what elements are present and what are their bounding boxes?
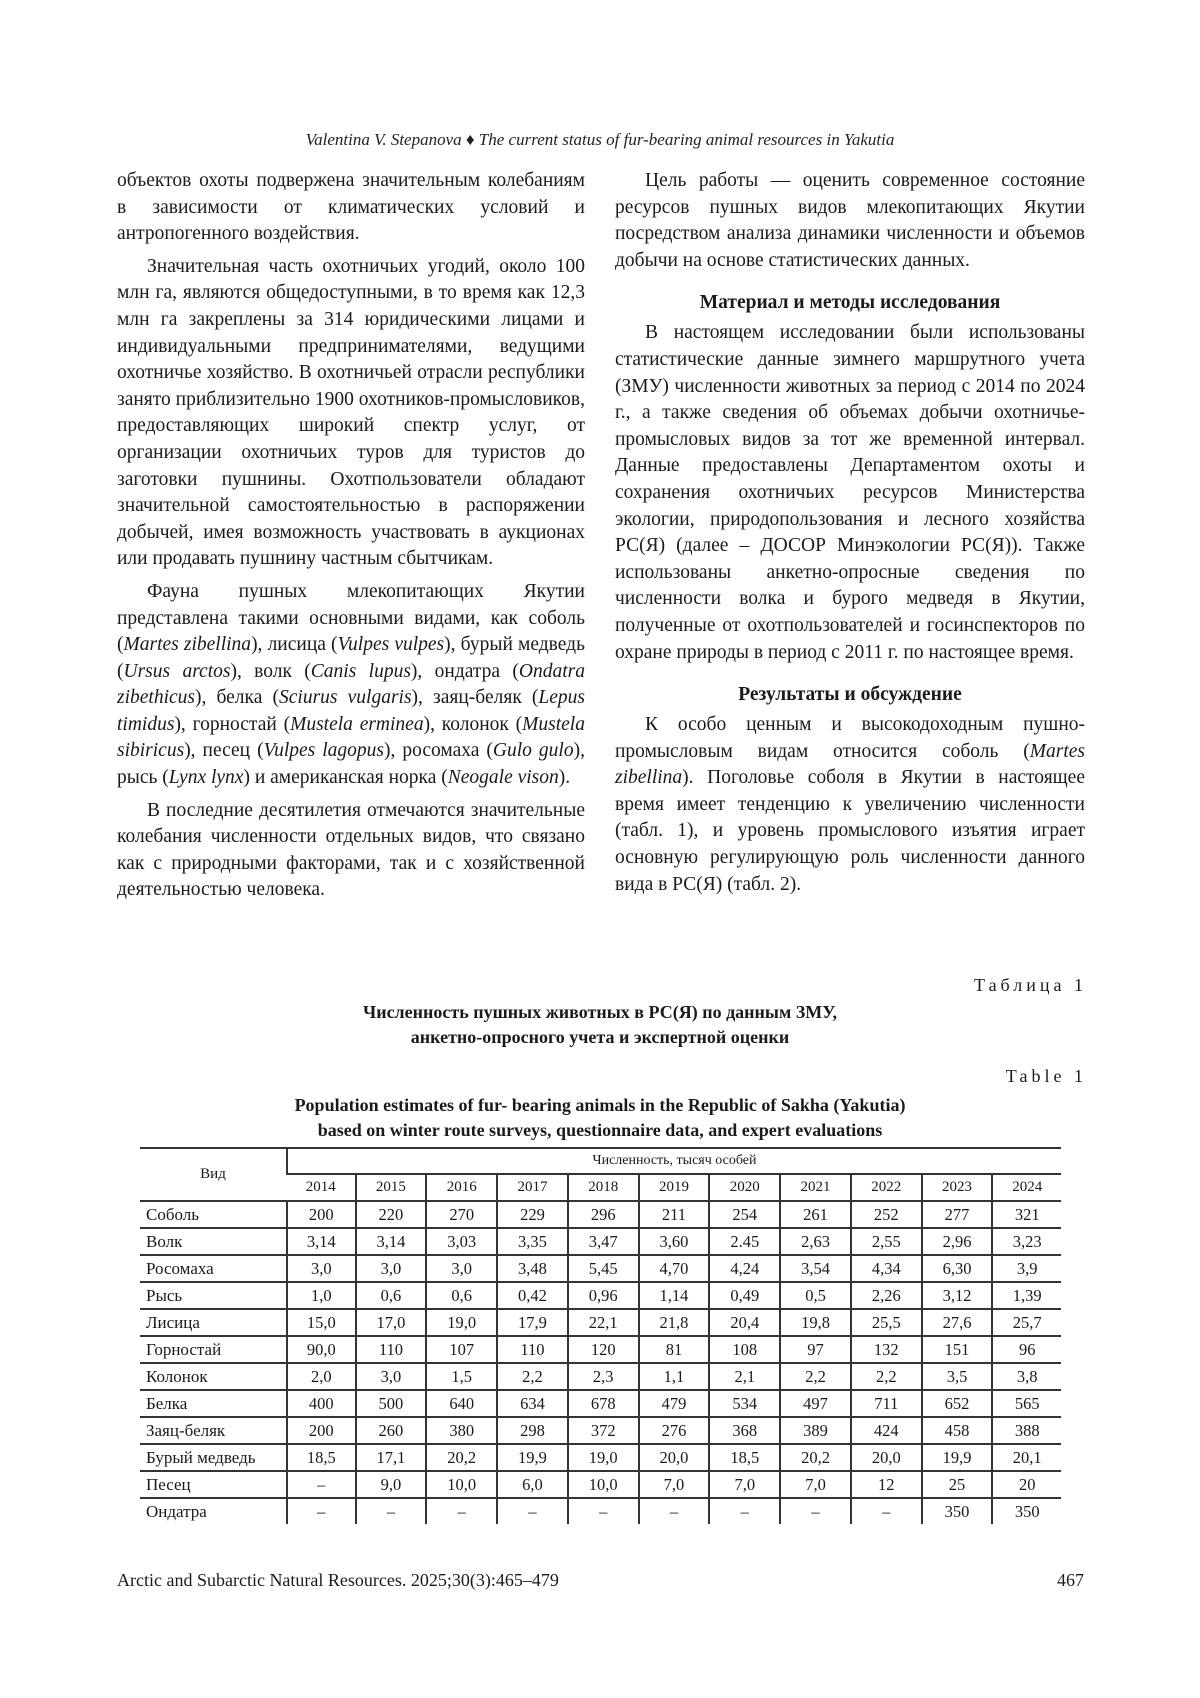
table-cell: 497 [780,1390,851,1417]
year-header: 2022 [851,1174,922,1201]
table-cell: – [497,1498,568,1524]
paragraph: Значительная часть охотничьих угодий, около 100 млн га, являются общедоступными, в то время как 12,3 млн га закреплены за 314 юридическими лицами и индивидуальными предпринимателями, ведущими охотничье хозяйство. В охотничьей отрасли республики занято приблизительно 1900 охотников-промысловиков, предоставляющих широкий спектр услуг, от организации охотничьих туров для туристов до заготовки пушнины. Охотпользователи обладают значительной самостоятельностью в распоряжении добычей, имея возможность участвовать в аукционах или продавать пушнину частным сбытчикам. [117,255,585,570]
table-cell: 372 [568,1417,639,1444]
table-cell: 90,0 [287,1336,356,1363]
species-name: Волк [140,1228,287,1255]
table-cell: 6,30 [922,1255,993,1282]
table-cell: 380 [426,1417,497,1444]
table-cell: 21,8 [639,1309,710,1336]
table-cell: 20,2 [426,1444,497,1471]
table-cell: 20,1 [992,1444,1061,1471]
table-cell: 19,8 [780,1309,851,1336]
journal-citation: Arctic and Subarctic Natural Resources. 2025;30(3):465–479 [117,1570,559,1590]
table-cell: 200 [287,1201,356,1228]
table-cell: 3,47 [568,1228,639,1255]
year-header: 2019 [639,1174,710,1201]
table-cell: 0,49 [709,1282,780,1309]
species-name: Белка [140,1390,287,1417]
table-cell: – [639,1498,710,1524]
table-cell: 220 [356,1201,427,1228]
column-header-unit: Численность, тысяч особей [287,1148,1061,1174]
table-cell: – [568,1498,639,1524]
table-cell: 200 [287,1417,356,1444]
table-cell: 18,5 [287,1444,356,1471]
species-name: Песец [140,1471,287,1498]
table-cell: – [780,1498,851,1524]
table-cell: 2.45 [709,1228,780,1255]
species-name: Росомаха [140,1255,287,1282]
table-cell: 2,26 [851,1282,922,1309]
table-cell: – [287,1471,356,1498]
table-cell: 25,7 [992,1309,1061,1336]
table-cell: 6,0 [497,1471,568,1498]
table-cell: 0,5 [780,1282,851,1309]
paragraph: объектов охоты подвержена значительным колебаниям в зависимости от климатических условий и антропогенного воздействия. [117,170,585,245]
paragraph-fauna: Фауна пушных млекопитающих Якутии представлена такими основными видами, как соболь (Martes zibellina), лисица (Vulpes vulpes), бурый медведь (Ursus arctos), волк (Canis lupus), ондатра (Ondatra zibethicus), белка (Sciurus vulgaris), заяц-беляк (Lepus timidus), горностай (Mustela erminea), колонок (Mustela sibiricus), песец (Vulpes lagopus), росомаха (Gulo gulo), рысь (Lynx lynx) и американская норка (Neogale vison). [117,580,585,789]
table-cell: 1,5 [426,1363,497,1390]
table-cell: 640 [426,1390,497,1417]
table-cell: 120 [568,1336,639,1363]
year-header: 2015 [356,1174,427,1201]
left-column [117,168,585,910]
year-header: 2020 [709,1174,780,1201]
table-cell: 3,8 [992,1363,1061,1390]
table-cell: 17,0 [356,1309,427,1336]
table-cell: 17,1 [356,1444,427,1471]
table-cell: 19,9 [922,1444,993,1471]
species-name: Рысь [140,1282,287,1309]
table-cell: 2,1 [709,1363,780,1390]
table-cell: 270 [426,1201,497,1228]
year-header: 2016 [426,1174,497,1201]
table-cell: 388 [992,1417,1061,1444]
table-cell: – [426,1498,497,1524]
table-cell: 18,5 [709,1444,780,1471]
right-column [615,168,1085,904]
paragraph-aim: Цель работы — оценить современное состояние ресурсов пушных видов млекопитающих Якутии посредством анализа динамики численности и объемов добычи на основе статистических данных. [615,170,1085,271]
table-cell: 4,24 [709,1255,780,1282]
table-cell: 565 [992,1390,1061,1417]
table-cell: 260 [356,1417,427,1444]
table-cell: 27,6 [922,1309,993,1336]
table-cell: 2,2 [780,1363,851,1390]
table-cell: 1,0 [287,1282,356,1309]
table-cell: 7,0 [639,1471,710,1498]
table-row [140,1498,1061,1524]
table-cell: 107 [426,1336,497,1363]
table-cell: 711 [851,1390,922,1417]
species-name: Ондатра [146,1501,207,1521]
table-title-en: Population estimates of fur- bearing animals in the Republic of Sakha (Yakutia) based on winter route surveys, questionnaire data, and expert evaluations [294,1095,906,1140]
table-row [140,1255,1061,1282]
table-cell: 424 [851,1417,922,1444]
table-cell: 17,9 [497,1309,568,1336]
species-name: Лисица [140,1309,287,1336]
table-cell: 132 [851,1336,922,1363]
table-cell: – [287,1498,356,1524]
species-name: Бурый медведь [140,1444,287,1471]
table-cell: 3,35 [497,1228,568,1255]
table-cell: 7,0 [709,1471,780,1498]
table-row [140,1282,1061,1309]
table-cell: 1,39 [992,1282,1061,1309]
table-cell: 10,0 [568,1471,639,1498]
table-cell: 20,0 [851,1444,922,1471]
table-cell: 1,14 [639,1282,710,1309]
table-cell: 458 [922,1417,993,1444]
table-cell: 97 [780,1336,851,1363]
species-name: Заяц-беляк [140,1417,287,1444]
table-cell: 277 [922,1201,993,1228]
table-label-en: Table 1 [1005,1066,1087,1086]
section-heading-results: Результаты и обсуждение [738,684,962,706]
table-cell: 96 [992,1336,1061,1363]
table-cell: 3,9 [992,1255,1061,1282]
table-row [140,1471,1061,1498]
table-cell: 3,12 [922,1282,993,1309]
table-cell: 22,1 [568,1309,639,1336]
table-cell: 321 [992,1201,1061,1228]
table-cell: 350 [922,1498,993,1524]
table-cell: 479 [639,1390,710,1417]
table-row [140,1228,1061,1255]
table-cell: 25,5 [851,1309,922,1336]
table-row [140,1417,1061,1444]
table-row [140,1336,1061,1363]
year-header: 2023 [922,1174,993,1201]
section-heading-methods: Материал и методы исследования [699,292,1001,314]
table-cell: – [356,1498,427,1524]
page-number: 467 [1057,1570,1084,1590]
table-cell: 3,0 [356,1255,427,1282]
table-cell: 252 [851,1201,922,1228]
table-cell: 7,0 [780,1471,851,1498]
table-cell: 296 [568,1201,639,1228]
table-row [140,1390,1061,1417]
table-cell: 3,03 [426,1228,497,1255]
table-cell: 3,48 [497,1255,568,1282]
table-cell: 20 [992,1471,1061,1498]
year-header: 2017 [497,1174,568,1201]
table-cell: 25 [922,1471,993,1498]
table-cell: 3,0 [287,1255,356,1282]
table-cell: 3,5 [922,1363,993,1390]
table-row [140,1201,1061,1228]
table-cell: 0,42 [497,1282,568,1309]
table-cell: 2,0 [287,1363,356,1390]
table-cell: 261 [780,1201,851,1228]
table-cell: 20,0 [639,1444,710,1471]
table-cell: 389 [780,1417,851,1444]
table-row [140,1309,1061,1336]
paragraph: В последние десятилетия отмечаются значительные колебания численности отдельных видов, что связано как с природными факторами, так и с хозяйственной деятельностью человека. [117,799,585,901]
table-cell: 4,70 [639,1255,710,1282]
table-cell: 19,0 [568,1444,639,1471]
table-cell: 211 [639,1201,710,1228]
species-name: Колонок [140,1363,287,1390]
table-title-ru: Численность пушных животных в РС(Я) по данным ЗМУ, анкетно-опросного учета и экспертной оценки [362,1002,837,1047]
year-header: 2024 [992,1174,1061,1201]
table-cell: 2,3 [568,1363,639,1390]
species-name: Горностай [140,1336,287,1363]
table-cell: 400 [287,1390,356,1417]
table-cell: 15,0 [287,1309,356,1336]
table-cell: 3,14 [287,1228,356,1255]
table-cell: 2,63 [780,1228,851,1255]
table-cell: – [709,1498,780,1524]
table-cell: 3,23 [992,1228,1061,1255]
year-header: 2018 [568,1174,639,1201]
table-cell: 1,1 [639,1363,710,1390]
table-cell: 20,4 [709,1309,780,1336]
table-cell: 81 [639,1336,710,1363]
table-cell: 9,0 [356,1471,427,1498]
table-cell: 151 [922,1336,993,1363]
table-cell: 0,96 [568,1282,639,1309]
table-cell: 350 [992,1498,1061,1524]
table-cell: 10,0 [426,1471,497,1498]
table-cell: 276 [639,1417,710,1444]
table-cell: 2,96 [922,1228,993,1255]
table-cell: – [851,1498,922,1524]
table-cell: 229 [497,1201,568,1228]
table-cell: 3,14 [356,1228,427,1255]
table-cell: 2,2 [851,1363,922,1390]
population-table [140,1147,1061,1524]
table-cell: 12 [851,1471,922,1498]
table-cell: 19,0 [426,1309,497,1336]
paragraph-methods: В настоящем исследовании были использованы статистические данные зимнего маршрутного учета (ЗМУ) численности животных за период с 2014 по 2024 г., а также сведения об объемах добычи охотничье-промысловых видов за тот же временной интервал. Данные предоставлены Департаментом охоты и сохранения охотничьих ресурсов Министерства экологии, природопользования и лесного хозяйства РС(Я) (далее – ДОСОР Минэкологии РС(Я)). Также использованы анкетно-опросные сведения по численности волка и бурого медведя в Якутии, полученные от охотпользователей и госинспекторов по охране природы в период с 2011 г. по настоящее время. [615,322,1085,663]
table-cell: 4,34 [851,1255,922,1282]
table-cell: 254 [709,1201,780,1228]
table-cell: 108 [709,1336,780,1363]
table-cell: 368 [709,1417,780,1444]
species-name: Соболь [140,1201,287,1228]
table-cell: 534 [709,1390,780,1417]
table-cell: 3,54 [780,1255,851,1282]
table-cell: 0,6 [426,1282,497,1309]
paragraph-results: К особо ценным и высокодоходным пушно-промысловым видам относится соболь (Martes zibellina). Поголовье соболя в Якутии в настоящее время имеет тенденцию к увеличению численности (табл. 1), и уровень промыслового изъятия играет основную регулирующую роль численности данного вида в РС(Я) (табл. 2). [615,714,1085,895]
table-cell: 3,0 [426,1255,497,1282]
table-cell: 3,60 [639,1228,710,1255]
year-header: 2014 [287,1174,356,1201]
running-head: Valentina V. Stepanova ♦ The current status of fur-bearing animal resources in Yakutia [305,130,895,149]
table-cell: 110 [497,1336,568,1363]
table-cell: 5,45 [568,1255,639,1282]
table-row [140,1363,1061,1390]
table-cell: 500 [356,1390,427,1417]
table-cell: 3,0 [356,1363,427,1390]
table-cell: 20,2 [780,1444,851,1471]
table-cell: 110 [356,1336,427,1363]
table-label-ru: Таблица 1 [974,975,1087,995]
table-cell: 634 [497,1390,568,1417]
year-header: 2021 [780,1174,851,1201]
table-cell: 0,6 [356,1282,427,1309]
table-row [140,1444,1061,1471]
table-cell: 19,9 [497,1444,568,1471]
table-cell: 678 [568,1390,639,1417]
table-cell: 652 [922,1390,993,1417]
column-header-species: Вид [140,1148,287,1201]
table-cell: 2,2 [497,1363,568,1390]
table-cell: 298 [497,1417,568,1444]
table-cell: 2,55 [851,1228,922,1255]
